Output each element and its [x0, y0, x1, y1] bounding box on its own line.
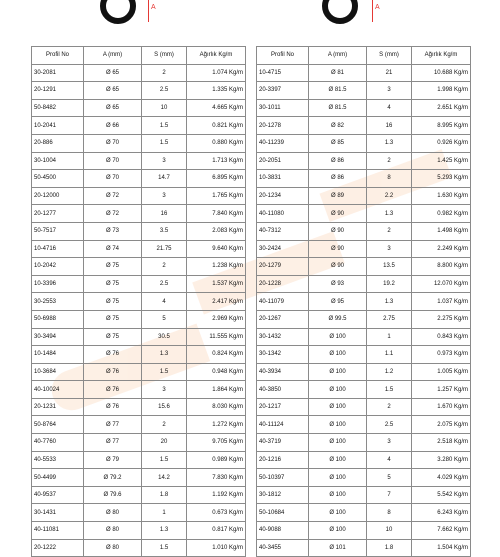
cell-weight: 3.280 Kg/m [412, 451, 471, 469]
cell-a-mm: Ø 90 [309, 258, 367, 276]
cell-profile-no: 20-886 [32, 134, 84, 152]
cell-a-mm: Ø 72 [84, 205, 142, 223]
cell-profile-no: 30-2081 [32, 64, 84, 82]
cell-weight: 2.417 Kg/m [187, 293, 246, 311]
cell-s-mm: 2.5 [367, 416, 412, 434]
cell-weight: 1.335 Kg/m [187, 82, 246, 100]
cell-s-mm: 3.5 [142, 222, 187, 240]
cell-s-mm: 16 [367, 117, 412, 135]
table-row [257, 152, 471, 170]
cell-a-mm: Ø 75 [84, 310, 142, 328]
cell-profile-no: 40-11080 [257, 205, 309, 223]
profile-table-right [256, 46, 471, 557]
cell-profile-no: 20-3397 [257, 82, 309, 100]
cell-weight: 2.969 Kg/m [187, 310, 246, 328]
cell-weight: 2.651 Kg/m [412, 99, 471, 117]
cell-a-mm: Ø 77 [84, 416, 142, 434]
cell-profile-no: 40-7760 [32, 434, 84, 452]
cell-profile-no: 20-1234 [257, 187, 309, 205]
cell-s-mm: 1.5 [142, 363, 187, 381]
cell-s-mm: 15.6 [142, 398, 187, 416]
cell-profile-no: 40-3934 [257, 363, 309, 381]
cell-weight: 0.843 Kg/m [412, 328, 471, 346]
cell-s-mm: 1.5 [367, 381, 412, 399]
cell-profile-no: 50-10684 [257, 504, 309, 522]
cell-s-mm: 1.5 [142, 539, 187, 557]
cell-a-mm: Ø 65 [84, 82, 142, 100]
cell-s-mm: 3 [367, 82, 412, 100]
cell-profile-no: 10-1484 [32, 346, 84, 364]
cell-weight: 1.670 Kg/m [412, 398, 471, 416]
cell-s-mm: 16 [142, 205, 187, 223]
cell-profile-no: 50-8482 [32, 99, 84, 117]
cell-weight: 5.542 Kg/m [412, 486, 471, 504]
cell-profile-no: 40-9537 [32, 486, 84, 504]
cell-profile-no: 50-4500 [32, 170, 84, 188]
cell-profile-no: 20-1278 [257, 117, 309, 135]
cell-s-mm: 4 [367, 451, 412, 469]
cell-weight: 7.830 Kg/m [187, 469, 246, 487]
cell-profile-no: 50-8764 [32, 416, 84, 434]
cell-profile-no: 20-1267 [257, 310, 309, 328]
cell-profile-no: 20-1228 [257, 275, 309, 293]
cell-s-mm: 3 [367, 240, 412, 258]
cell-weight: 6.895 Kg/m [187, 170, 246, 188]
cell-s-mm: 2 [367, 398, 412, 416]
cell-profile-no: 20-2051 [257, 152, 309, 170]
cell-weight: 1.504 Kg/m [412, 539, 471, 557]
table-row [32, 64, 246, 82]
cell-weight: 1.630 Kg/m [412, 187, 471, 205]
cell-a-mm: Ø 100 [309, 328, 367, 346]
cell-s-mm: 8 [367, 170, 412, 188]
cell-a-mm: Ø 79 [84, 451, 142, 469]
dimension-label: A [375, 4, 380, 11]
cell-s-mm: 3 [142, 381, 187, 399]
cell-profile-no: 50-6988 [32, 310, 84, 328]
table-row [257, 258, 471, 276]
cell-s-mm: 1.1 [367, 346, 412, 364]
table-row [257, 346, 471, 364]
profile-ring-icon [100, 0, 136, 24]
cell-a-mm: Ø 82 [309, 117, 367, 135]
table-header-row [32, 47, 246, 65]
cell-weight: 4.029 Kg/m [412, 469, 471, 487]
cell-profile-no: 30-2424 [257, 240, 309, 258]
cell-a-mm: Ø 80 [84, 504, 142, 522]
cell-a-mm: Ø 79.2 [84, 469, 142, 487]
cell-weight: 10.688 Kg/m [412, 64, 471, 82]
table-row [257, 416, 471, 434]
table-row [32, 398, 246, 416]
cell-profile-no: 20-1217 [257, 398, 309, 416]
cell-a-mm: Ø 86 [309, 170, 367, 188]
table-row [32, 451, 246, 469]
cell-s-mm: 20 [142, 434, 187, 452]
cell-a-mm: Ø 99.5 [309, 310, 367, 328]
header-weight: Ağırlık Kg/m [187, 47, 246, 65]
cell-s-mm: 19.2 [367, 275, 412, 293]
cell-a-mm: Ø 100 [309, 346, 367, 364]
table-row [257, 117, 471, 135]
cell-a-mm: Ø 90 [309, 222, 367, 240]
table-row [32, 275, 246, 293]
cell-weight: 2.083 Kg/m [187, 222, 246, 240]
cell-s-mm: 1.3 [142, 346, 187, 364]
cell-profile-no: 10-3831 [257, 170, 309, 188]
cell-weight: 0.973 Kg/m [412, 346, 471, 364]
cell-a-mm: Ø 95 [309, 293, 367, 311]
cell-s-mm: 21.75 [142, 240, 187, 258]
cell-a-mm: Ø 90 [309, 205, 367, 223]
cell-s-mm: 3 [367, 434, 412, 452]
cell-a-mm: Ø 76 [84, 363, 142, 381]
cell-weight: 0.880 Kg/m [187, 134, 246, 152]
table-row [257, 451, 471, 469]
cell-a-mm: Ø 100 [309, 416, 367, 434]
cell-weight: 1.010 Kg/m [187, 539, 246, 557]
table-row [257, 170, 471, 188]
cell-s-mm: 2.2 [367, 187, 412, 205]
cell-s-mm: 4 [367, 99, 412, 117]
cell-weight: 8.995 Kg/m [412, 117, 471, 135]
table-row [32, 293, 246, 311]
cell-profile-no: 40-11124 [257, 416, 309, 434]
cell-weight: 1.037 Kg/m [412, 293, 471, 311]
table-row [257, 310, 471, 328]
cell-a-mm: Ø 100 [309, 434, 367, 452]
cell-profile-no: 40-11079 [257, 293, 309, 311]
cell-weight: 1.713 Kg/m [187, 152, 246, 170]
table-row [32, 187, 246, 205]
cell-weight: 12.070 Kg/m [412, 275, 471, 293]
cell-weight: 1.192 Kg/m [187, 486, 246, 504]
cell-weight: 1.537 Kg/m [187, 275, 246, 293]
cell-a-mm: Ø 93 [309, 275, 367, 293]
table-row [257, 381, 471, 399]
dimension-line [372, 0, 373, 22]
cell-a-mm: Ø 85 [309, 134, 367, 152]
cell-weight: 7.662 Kg/m [412, 522, 471, 540]
table-row [257, 469, 471, 487]
cell-a-mm: Ø 65 [84, 64, 142, 82]
cell-profile-no: 30-1431 [32, 504, 84, 522]
cell-weight: 7.840 Kg/m [187, 205, 246, 223]
cell-profile-no: 40-11081 [32, 522, 84, 540]
header-profile-no: Profil No [32, 47, 84, 65]
cell-weight: 0.821 Kg/m [187, 117, 246, 135]
table-row [257, 539, 471, 557]
cell-profile-no: 40-3719 [257, 434, 309, 452]
cell-profile-no: 50-4499 [32, 469, 84, 487]
cell-s-mm: 14.2 [142, 469, 187, 487]
cell-s-mm: 2 [142, 64, 187, 82]
cell-a-mm: Ø 80 [84, 539, 142, 557]
table-row [32, 240, 246, 258]
cell-s-mm: 1.5 [142, 451, 187, 469]
cell-s-mm: 1.3 [367, 134, 412, 152]
cell-profile-no: 50-10397 [257, 469, 309, 487]
cell-s-mm: 1.8 [142, 486, 187, 504]
cell-s-mm: 1.3 [142, 522, 187, 540]
cell-weight: 0.982 Kg/m [412, 205, 471, 223]
cell-a-mm: Ø 100 [309, 381, 367, 399]
cell-a-mm: Ø 75 [84, 258, 142, 276]
table-row [32, 346, 246, 364]
header-a-mm: A (mm) [84, 47, 142, 65]
cell-weight: 1.005 Kg/m [412, 363, 471, 381]
table-row [32, 504, 246, 522]
table-row [257, 134, 471, 152]
table-row [32, 170, 246, 188]
table-row [257, 398, 471, 416]
cell-s-mm: 2 [367, 152, 412, 170]
cell-weight: 1.272 Kg/m [187, 416, 246, 434]
cell-profile-no: 10-2042 [32, 258, 84, 276]
cell-profile-no: 20-12000 [32, 187, 84, 205]
table-row [257, 240, 471, 258]
cell-s-mm: 1.3 [367, 293, 412, 311]
cell-s-mm: 14.7 [142, 170, 187, 188]
table-row [32, 522, 246, 540]
cell-profile-no: 40-3455 [257, 539, 309, 557]
cell-weight: 0.817 Kg/m [187, 522, 246, 540]
table-row [32, 310, 246, 328]
dimension-line [148, 0, 149, 22]
table-row [32, 205, 246, 223]
cell-a-mm: Ø 75 [84, 328, 142, 346]
cell-profile-no: 20-1277 [32, 205, 84, 223]
cell-weight: 5.293 Kg/m [412, 170, 471, 188]
header-s-mm: S (mm) [142, 47, 187, 65]
table-row [257, 205, 471, 223]
cell-s-mm: 30.5 [142, 328, 187, 346]
table-row [32, 469, 246, 487]
cell-a-mm: Ø 86 [309, 152, 367, 170]
table-header-row [257, 47, 471, 65]
cell-weight: 1.425 Kg/m [412, 152, 471, 170]
cell-profile-no: 30-1342 [257, 346, 309, 364]
cell-weight: 1.238 Kg/m [187, 258, 246, 276]
cell-s-mm: 8 [367, 504, 412, 522]
cell-a-mm: Ø 80 [84, 522, 142, 540]
table-row [32, 539, 246, 557]
cell-a-mm: Ø 65 [84, 99, 142, 117]
cell-weight: 2.249 Kg/m [412, 240, 471, 258]
profile-ring-icon [322, 0, 358, 24]
cell-s-mm: 2 [142, 416, 187, 434]
cell-a-mm: Ø 100 [309, 486, 367, 504]
table-row [257, 187, 471, 205]
cell-s-mm: 4 [142, 293, 187, 311]
cell-profile-no: 10-3684 [32, 363, 84, 381]
cell-s-mm: 1.5 [142, 134, 187, 152]
cell-weight: 1.765 Kg/m [187, 187, 246, 205]
table-row [257, 293, 471, 311]
table-row [257, 222, 471, 240]
cell-s-mm: 2 [142, 258, 187, 276]
cell-a-mm: Ø 75 [84, 293, 142, 311]
cell-weight: 4.665 Kg/m [187, 99, 246, 117]
cell-profile-no: 30-3494 [32, 328, 84, 346]
table-row [257, 99, 471, 117]
cell-profile-no: 50-7517 [32, 222, 84, 240]
cell-weight: 9.705 Kg/m [187, 434, 246, 452]
table-row [257, 64, 471, 82]
cell-a-mm: Ø 66 [84, 117, 142, 135]
table-row [32, 486, 246, 504]
header-a-mm: A (mm) [309, 47, 367, 65]
table-row [32, 363, 246, 381]
cell-s-mm: 3 [142, 152, 187, 170]
cell-weight: 0.673 Kg/m [187, 504, 246, 522]
cell-s-mm: 5 [142, 310, 187, 328]
table-row [257, 328, 471, 346]
table-row [32, 82, 246, 100]
table-row [257, 434, 471, 452]
table-row [32, 152, 246, 170]
cell-s-mm: 10 [142, 99, 187, 117]
cell-profile-no: 20-1222 [32, 539, 84, 557]
cell-s-mm: 1.3 [367, 205, 412, 223]
table-row [32, 258, 246, 276]
cell-s-mm: 1 [142, 504, 187, 522]
cell-profile-no: 40-5533 [32, 451, 84, 469]
cell-s-mm: 1 [367, 328, 412, 346]
cell-a-mm: Ø 70 [84, 134, 142, 152]
cell-profile-no: 30-2553 [32, 293, 84, 311]
table-row [32, 328, 246, 346]
cell-s-mm: 1.8 [367, 539, 412, 557]
cell-weight: 2.075 Kg/m [412, 416, 471, 434]
cell-a-mm: Ø 81.5 [309, 82, 367, 100]
cell-a-mm: Ø 77 [84, 434, 142, 452]
cell-s-mm: 2.5 [142, 275, 187, 293]
cell-a-mm: Ø 100 [309, 363, 367, 381]
header-profile-no: Profil No [257, 47, 309, 65]
cell-profile-no: 10-4715 [257, 64, 309, 82]
cell-s-mm: 2 [367, 222, 412, 240]
cell-a-mm: Ø 101 [309, 539, 367, 557]
cell-a-mm: Ø 76 [84, 398, 142, 416]
table-row [32, 222, 246, 240]
cell-s-mm: 13.5 [367, 258, 412, 276]
cell-a-mm: Ø 75 [84, 275, 142, 293]
cell-profile-no: 10-2041 [32, 117, 84, 135]
cell-a-mm: Ø 81 [309, 64, 367, 82]
cell-a-mm: Ø 76 [84, 346, 142, 364]
cell-profile-no: 20-1231 [32, 398, 84, 416]
cell-s-mm: 2.75 [367, 310, 412, 328]
cell-weight: 0.948 Kg/m [187, 363, 246, 381]
cell-profile-no: 40-11239 [257, 134, 309, 152]
cell-weight: 1.864 Kg/m [187, 381, 246, 399]
cell-a-mm: Ø 100 [309, 522, 367, 540]
table-row [257, 82, 471, 100]
table-row [257, 275, 471, 293]
cell-s-mm: 2.5 [142, 82, 187, 100]
cell-profile-no: 30-1004 [32, 152, 84, 170]
cell-s-mm: 10 [367, 522, 412, 540]
cell-weight: 1.498 Kg/m [412, 222, 471, 240]
cell-profile-no: 40-9088 [257, 522, 309, 540]
cell-a-mm: Ø 70 [84, 170, 142, 188]
header-s-mm: S (mm) [367, 47, 412, 65]
cell-profile-no: 20-1216 [257, 451, 309, 469]
cell-weight: 2.275 Kg/m [412, 310, 471, 328]
table-row [32, 117, 246, 135]
table-row [32, 99, 246, 117]
cell-a-mm: Ø 100 [309, 469, 367, 487]
table-row [32, 134, 246, 152]
cell-profile-no: 40-3850 [257, 381, 309, 399]
table-row [32, 381, 246, 399]
profile-table-left [31, 46, 246, 557]
cell-s-mm: 1.2 [367, 363, 412, 381]
cell-profile-no: 10-4716 [32, 240, 84, 258]
cell-a-mm: Ø 81.5 [309, 99, 367, 117]
cell-weight: 6.243 Kg/m [412, 504, 471, 522]
cell-a-mm: Ø 72 [84, 187, 142, 205]
cell-weight: 8.030 Kg/m [187, 398, 246, 416]
dimension-label: A [151, 4, 156, 11]
header-weight: Ağırlık Kg/m [412, 47, 471, 65]
cell-profile-no: 20-1291 [32, 82, 84, 100]
table-row [257, 363, 471, 381]
cell-a-mm: Ø 100 [309, 398, 367, 416]
cell-weight: 1.998 Kg/m [412, 82, 471, 100]
cell-weight: 1.074 Kg/m [187, 64, 246, 82]
cell-profile-no: 30-1011 [257, 99, 309, 117]
cell-weight: 0.926 Kg/m [412, 134, 471, 152]
cell-a-mm: Ø 89 [309, 187, 367, 205]
table-row [32, 416, 246, 434]
cell-weight: 0.989 Kg/m [187, 451, 246, 469]
cell-profile-no: 40-7312 [257, 222, 309, 240]
cell-a-mm: Ø 90 [309, 240, 367, 258]
table-row [32, 434, 246, 452]
cell-profile-no: 10-3396 [32, 275, 84, 293]
cell-weight: 8.800 Kg/m [412, 258, 471, 276]
cell-profile-no: 30-1812 [257, 486, 309, 504]
cell-a-mm: Ø 100 [309, 504, 367, 522]
cell-a-mm: Ø 100 [309, 451, 367, 469]
cell-weight: 11.555 Kg/m [187, 328, 246, 346]
cell-weight: 9.640 Kg/m [187, 240, 246, 258]
cell-s-mm: 7 [367, 486, 412, 504]
cell-s-mm: 3 [142, 187, 187, 205]
cell-s-mm: 5 [367, 469, 412, 487]
cell-s-mm: 1.5 [142, 117, 187, 135]
cell-profile-no: 30-1432 [257, 328, 309, 346]
cell-a-mm: Ø 79.6 [84, 486, 142, 504]
cell-weight: 0.824 Kg/m [187, 346, 246, 364]
cell-weight: 2.518 Kg/m [412, 434, 471, 452]
cell-a-mm: Ø 76 [84, 381, 142, 399]
table-row [257, 486, 471, 504]
table-row [257, 522, 471, 540]
cell-a-mm: Ø 70 [84, 152, 142, 170]
cell-a-mm: Ø 74 [84, 240, 142, 258]
cell-a-mm: Ø 73 [84, 222, 142, 240]
cell-s-mm: 21 [367, 64, 412, 82]
table-row [257, 504, 471, 522]
cell-profile-no: 40-10024 [32, 381, 84, 399]
cell-profile-no: 20-1279 [257, 258, 309, 276]
cell-weight: 1.257 Kg/m [412, 381, 471, 399]
